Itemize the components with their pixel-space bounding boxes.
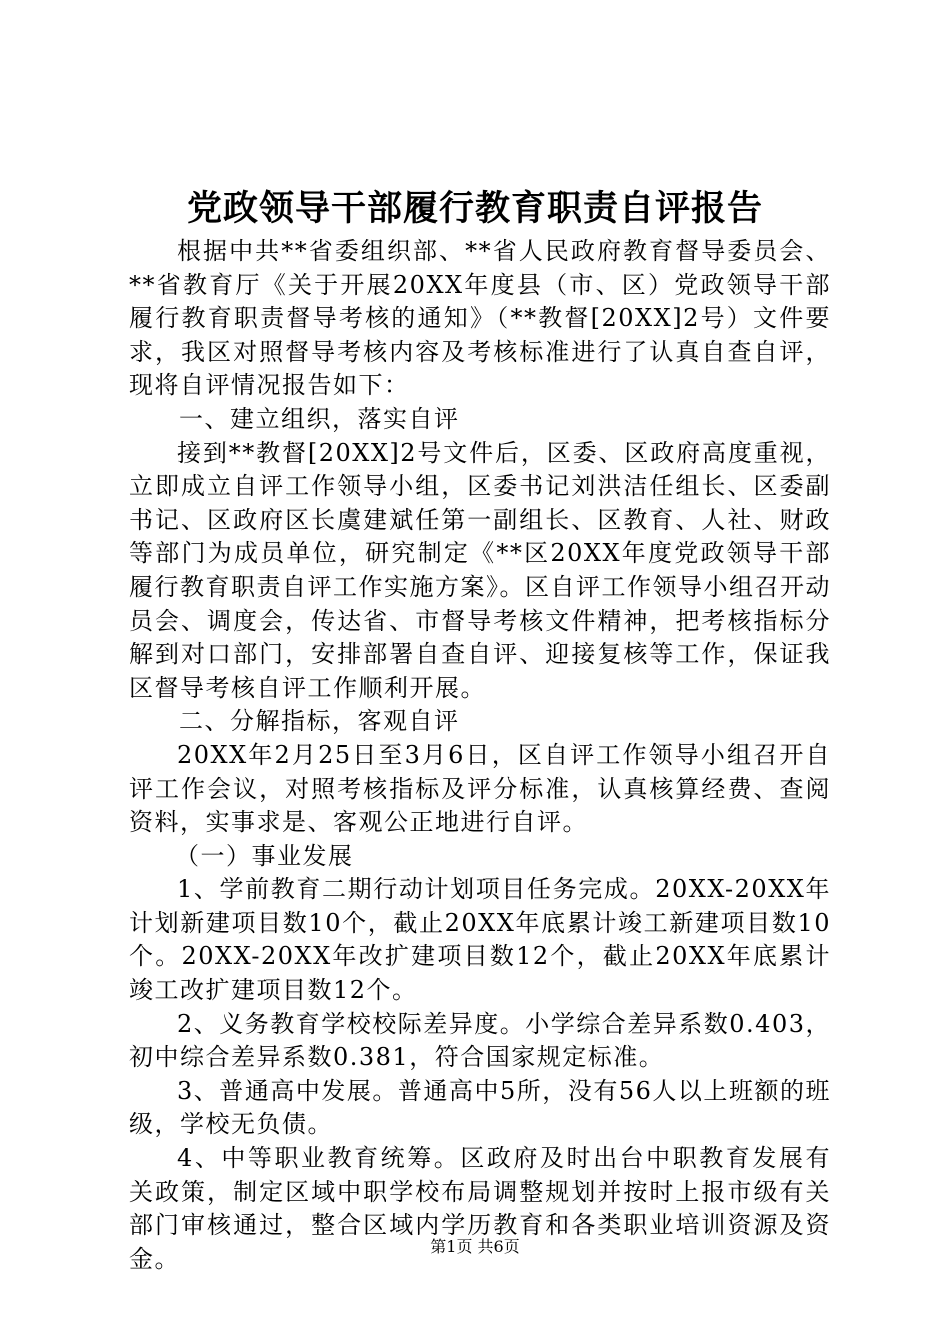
- section-heading-1: 一、建立组织，落实自评: [179, 404, 460, 433]
- item-4-paragraph: 4、中等职业教育统筹。区政府及时出台中职教育发展有关政策，制定区域中职学校布局调整规划并按时上报市级有关部门审核通过，整合区域内学历教育和各类职业培训资源及资金。: [129, 1144, 831, 1273]
- document-title: 党政领导干部履行教育职责自评报告: [186, 188, 763, 229]
- intro-paragraph: 根据中共**省委组织部、**省人民政府教育督导委员会、**省教育厅《关于开展20XX年度县（市、区）党政领导干部履行教育职责督导考核的通知》（**教督[20XX]2号）文件要求，我区对照督导考核内容及考核标准进行了认真自查自评，现将自评情况报告如下：: [129, 237, 831, 400]
- item-1-paragraph: 1、学前教育二期行动计划项目任务完成。20XX-20XX年计划新建项目数10个，截止20XX年底累计竣工新建项目数10个。20XX-20XX年改扩建项目数12个，截止20XX年底累计竣工改扩建项目数12个。: [129, 875, 831, 1005]
- section-2-paragraph: 20XX年2月25日至3月6日，区自评工作领导小组召开自评工作会议，对照考核指标及评分标准，认真核算经费、查阅资料，实事求是、客观公正地进行自评。: [129, 740, 831, 837]
- section-heading-2: 二、分解指标，客观自评: [179, 707, 460, 736]
- page-footer: 第1页 共6页: [430, 1237, 520, 1256]
- section-1-paragraph: 接到**教督[20XX]2号文件后，区委、区政府高度重视，立即成立自评工作领导小组，区委书记刘洪洁任组长、区委副书记、区政府区长虞建斌任第一副组长、区教育、人社、财政等部门为成员单位，研究制定《**区20XX年度党政领导干部履行教育职责自评工作实施方案》。区自评工作领导小组召开动员会、调度会，传达省、市督导考核文件精神，把考核指标分解到对口部门，安排部署自查自评、迎接复核等工作，保证我区督导考核自评工作顺利开展。: [129, 438, 831, 702]
- subsection-heading-1: （一）事业发展: [175, 841, 354, 870]
- item-2-paragraph: 2、义务教育学校校际差异度。小学综合差异系数0.403，初中综合差异系数0.381，符合国家规定标准。: [129, 1009, 831, 1072]
- document-body: [129, 235, 831, 1276]
- item-3-paragraph: 3、普通高中发展。普通高中5所，没有56人以上班额的班级，学校无负债。: [129, 1076, 831, 1139]
